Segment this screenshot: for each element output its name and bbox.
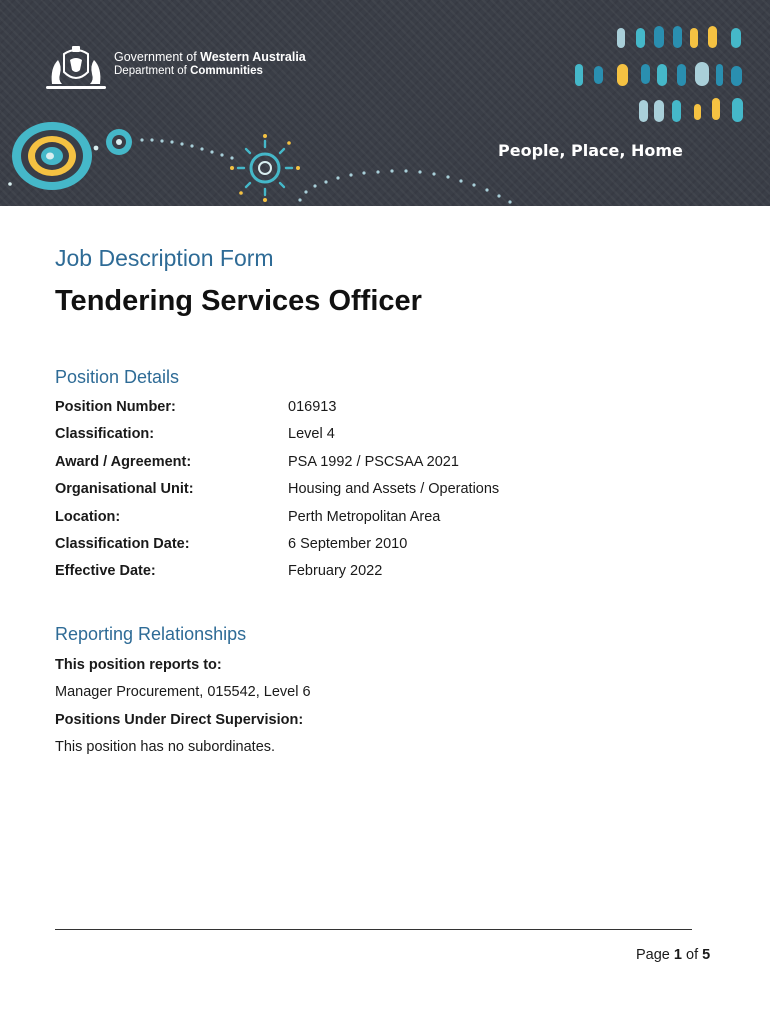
wa-coat-of-arms-icon [44,44,108,92]
detail-value: Level 4 [288,426,335,443]
header-banner [0,0,770,206]
small-circle-motif [106,129,132,155]
detail-label: Classification Date: [55,535,190,552]
page-number: Page 1 of 5 [636,947,711,963]
org-name-government: Government of Western Australia [114,50,306,64]
detail-row-organisational-unit [55,478,675,505]
detail-value: Housing and Assets / Operations [288,481,500,498]
concentric-circle-motif [12,122,92,190]
sun-motif [230,134,300,202]
supervision-value: This position has no subordinates. [55,739,276,755]
supervision-label: Positions Under Direct Supervision: [55,712,304,728]
tagline: People, Place, Home [498,141,683,160]
reports-to-label: This position reports to: [55,657,222,673]
detail-value: PSA 1992 / PSCSAA 2021 [288,453,459,470]
job-title: Tendering Services Officer [55,285,422,317]
detail-row-position-number [55,396,675,423]
detail-row-classification [55,423,675,450]
detail-label: Position Number: [55,399,176,415]
detail-value: 016913 [288,399,337,415]
detail-value: 6 September 2010 [288,535,408,552]
decorative-artwork [0,0,770,206]
position-details-heading: Position Details [55,367,180,387]
detail-row-location [55,506,675,533]
document-type: Job Description Form [55,245,274,271]
detail-row-effective-date [55,560,675,587]
detail-label: Organisational Unit: [55,481,194,498]
detail-label: Classification: [55,426,155,443]
detail-row-award [55,451,675,478]
detail-row-classification-date [55,533,675,560]
detail-label: Effective Date: [55,563,156,580]
dash-pattern [575,26,743,122]
detail-value: Perth Metropolitan Area [288,508,441,525]
reporting-relationships-heading: Reporting Relationships [55,624,247,644]
detail-label: Location: [55,508,121,525]
detail-label: Award / Agreement: [55,453,192,470]
detail-value: February 2022 [288,563,383,580]
reports-to-value: Manager Procurement, 015542, Level 6 [55,684,311,700]
footer-divider [55,929,692,930]
org-name-department: Department of Communities [114,65,263,77]
position-details-table [55,396,675,588]
